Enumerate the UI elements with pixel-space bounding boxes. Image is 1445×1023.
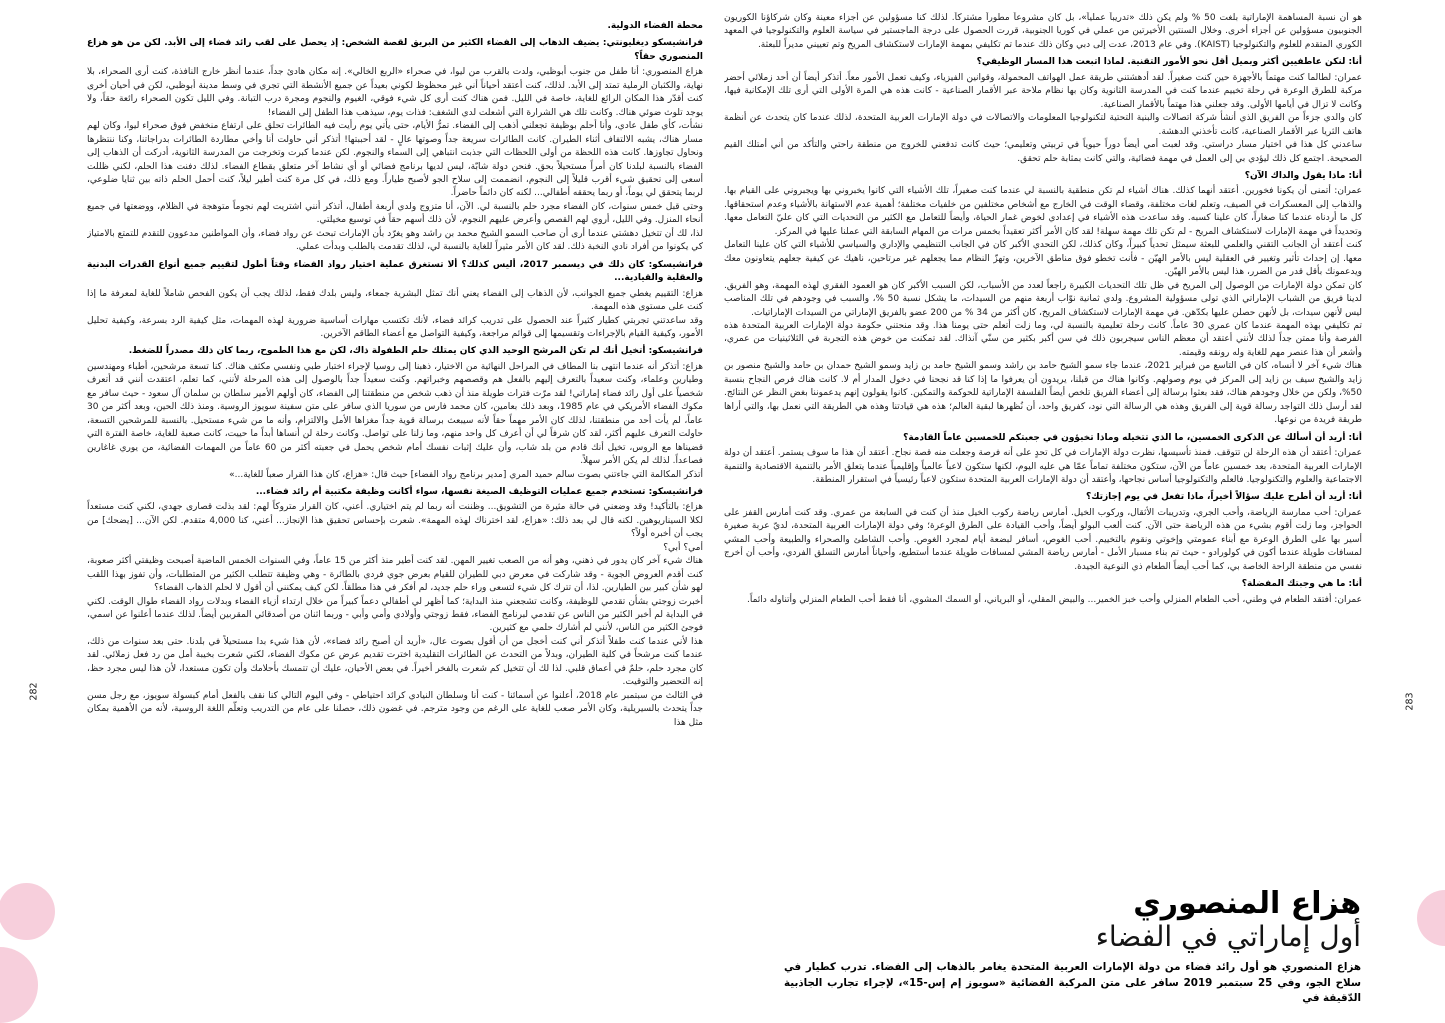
answer-paragraph: عمران: أحب ممارسة الرياضة، وأحب الجري، وتدريبات الأثقال، وركوب الخيل. أمارس رياضة ركوب الخيل منذ أن كنت في السابعة من عمري. وقد كنت أمارس القفز على الحواجز، وما زلت أقوم بشيء من هذه الرياضة حتى الآن. كنت ألعب البولو أيضاً، وأحب القيادة على الطرق الوعرة؛ وفي دولة الإمارات العربية المتحدة، لديّ عربة صغيرة أسير بها على الطرق الوعرة مع أبناء عمومتي وإخوتي ونقوم بالتخييم. أحب الغوص، أسافر لبضعة أيام لمجرد الغوص. وأحب الشاطئ والصحراء والطبيعة وأحب المشي لمسافات طويلة عندما أكون في كولورادو - حيث تم بناء مسبار الأمل - أمارس رياضة المشي لمسافات طويلة عندما أستطيع، وأحياناً أمارس التسلق الفردي، وأحب أن أخرج نفسي من منطقة الراحة الخاصة بي، كما أحب أيضاً الطعام ذي النوعية الجيدة.: [724, 507, 1362, 572]
page-number-right: 283: [1404, 692, 1416, 711]
question-paragraph: أنا: ماذا يقول والداك الآن؟: [1244, 170, 1362, 181]
question-paragraph: فرانشيسكو ديغليونتي: يضيف الذهاب إلى الفضاء الكثير من البريق لقصة الشخص: إذ يحصل على لقب رائد فضاء إلى الأبد. لكن من هو هزاع المنصوري حقاً؟: [87, 38, 703, 62]
answer-paragraph: عمران: أعتقد أن هذه الرحلة لن تتوقف. فمنذ تأسيسها، نظرت دولة الإمارات في كل تحدٍ على أنه فرصة وجعلت منه قصة نجاح. أعتقد أن هذا ما سوف يستمر. أعتقد أن دولة الإمارات العربية المتحدة، بعد خمسين عاماً من الآن، ستكون مختلفة تماماً عمّا هي عليه اليوم، لكنها ستكون لاعباً عالمياً وإقليمياً عندما يتعلق الأمر بالتنمية الاقتصادية والتنمية الاجتماعية والعلوم والتكنولوجيا. فالعلم والتكنولوجيا أساس نجاحها، وأعتقد أن دولة الإمارات العربية المتحدة ستكون لاعباً رئيسياً في استقرار المنطقة.: [724, 448, 1362, 485]
answer-paragraph: هزاع المنصوري: أنا طفل من جنوب أبوظبي، ولدت بالقرب من ليوا، في صحراء «الربع الخالي». إنه مكان هادئ جداً، عندما أنظر خارج النافذة، كنت أرى الصحراء، بلا نهاية، والكثبان الرملية تمتد إلى الأبد. لذلك، كنت أعتقد أحياناً أني غير محظوظ لكوني بعيداً عن جميع الأنشطة التي تجري في وسط مدينة أبوظبي، لكن في أحيان أخرى كنت أقدّر هذا المكان الرائع للغاية، خاصة في الليل. فمن هناك كنت أرى كل شيء فوقي، الغيوم والنجوم ومجرة درب التبانة. وفي الليل تكون الصحراء رائعة حقاً، ولا يوجد تلوث ضوئي هناك. وكانت تلك هي الشرارة التي أشعلت لدي الشغف: فذات يوم، سيذهب هذا الطفل إلى الفضاء!: [87, 67, 703, 118]
question-paragraph: أنا: أريد أن أطرح عليك سؤالاً أخيراً، ماذا تفعل في يوم إجازتك؟: [1085, 492, 1362, 503]
answer-paragraph: في الثالث من سبتمبر عام 2018، أعلنوا عن أسمائنا - كنت أنا وسلطان النيادي كرائد احتياطي - وفي اليوم التالي كنا نقف بالفعل أمام كبسولة سويوز، مع رجل مسن جداً يتحدث بالسيريلية، وكان الأمر صعب للغاية على الرغم من وجود مترجم. في غضون ذلك، حصلنا على عام من التدريب وتعلّم اللغة الروسية، لأنه من الأهمية بمكان مثل هذا: [87, 690, 703, 728]
question-paragraph: فرانشيسكو: كان ذلك في ديسمبر 2017، أليس كذلك؟ ألا تستغرق عملية اختيار رواد الفضاء وقتاً أطول لتقييم جميع أنواع القدرات البدنية والعقلية والقيادية...: [87, 259, 703, 284]
answer-paragraph: هزاع: بالتأكيد! وقد وضعني في حالة مثيرة من التشويق... وظننت أنه ربما لم يتم اختياري. أعني، كان القرار متروكاً لهم: لقد بذلت قصارى جهدي، لكني كنت مستعداً لكلا السيناريوهين. لكنه قال لي بعد ذلك: «هزاع، لقد اخترناك لهذه المهمة». شعرت بإحساس تحقيق هذا الإنجاز... أعني، كنا 4,000 متقدم. لكن الآن... [يضحك] من يجب أن أخبره أولاً؟: [87, 502, 703, 540]
answer-paragraph: هناك شيء آخر لا أنساه، كان في التاسع من فبراير 2021، عندما جاء سمو الشيخ حامد بن راشد وسمو الشيخ حامد بن زايد وسمو الشيخ حمدان بن حامد والشيخ منصور بن زايد والشيخ سيف بن زايد إلى المركز في يوم وصولهم. وكانوا هناك من قبلنا، يريدون أن يعرفوا ما إذا كنا قد نجحنا في دخول المدار أم لا. كانت هناك فرص النجاح بنسبة 50%، ولكن من خلال وجودهم هناك، فقد بعثوا برسالة إلى أعضاء الفريق تلخص أيضاً الفلسفة الإماراتية للحوكمة والتمكين. كانوا يقولون إنهم يدعموننا بغض النظر عن النتائج. لقد أرسل ذلك التواجد رسالة قوية إلى الفريق وهذه هي الرسالة التي نود، كفريق واحد، أن نُظهرها لبقية العالم؛ هذه هي قيادتنا وهذه هي الطريقة التي نعمل بها، والتي أراها طريقة فريدة من نوعها.: [724, 361, 1362, 426]
answer-paragraph: أتذكر المكالمة التي جاءتني بصوت سالم حميد المري [مدير برنامج رواد الفضاء] حيث قال: «هزاع، كان هذا القرار صعباً للغاية...»: [229, 469, 703, 480]
feature-intro-paragraph: هزاع المنصوري هو أول رائد فضاء من دولة الإمارات العربية المتحدة يغامر بالذهاب إلى الفضاء. تدرب كطيار في سلاح الجو، وفي 25 سبتمبر 2019 سافر على متن المركبة الفضائية «سويوز إم إس-15»، لإجراء تجارب الجاذبية الدّقيقة في: [784, 961, 1361, 1004]
answer-paragraph: هو أن نسبة المساهمة الإماراتية بلغت 50 % ولم يكن ذلك «تدريباً عملياً»، بل كان مشروعاً مطوراً مشتركاً. لذلك كنا مسؤولين عن أجزاء معينة وكان شركاؤنا الكوريون الجنوبيون مسؤولين عن أجزاء أخرى. وخلال السنتين الأخيرتين من عملي في كوريا الجنوبية، قررت الحصول على درجة الماجستير في سياسة العلوم والتكنولوجيا في المعهد الكوري المتقدم للعلوم والتكنولوجيا (KAIST). وفي عام 2013، عدت إلى دبي وكان ذلك عندما تم تكليفي بمهمة الإمارات لاستكشاف المريخ وتم تعييني مديراً للبعثة.: [724, 13, 1362, 50]
question-paragraph: فرانشيسكو: أتخيل أنك لم تكن المرشح الوحيد الذي كان يمتلك حلم الطفولة ذاك، لكن مع هذا الطموح، ربما كان ذلك مصدراً للضغط.: [128, 346, 703, 357]
answer-paragraph: وحتى قبل خمس سنوات، كان الفضاء مجرد حلم بالنسبة لي. الآن، أنا متزوج ولدي أربعة أطفال، أتذكر أنني اشتريت لهم نجوماً متوهجة في الظلام، ووضعتها في جميع أنحاء المنزل. وفي الليل، أروي لهم القصص وأعرض عليهم النجوم، لأن ذلك أسهم حقاً في توسيع مخيلتي.: [87, 201, 703, 226]
answer-paragraph: نشأت، كأي طفل عادي، وأنا أحلم بوظيفة تجعلني أذهب إلى الفضاء. تمرُّ الأيام، حتى يأتي يوم رأيت فيه الطائرات تحلق على ارتفاع منخفض فوق صحراء ليوا، وكان لهم مسار هناك، يشبه الالتفاف أثناء الطيران. كانت الطائرات سريعة جداً وصوتها عالٍ - لقد أحببتها! أتذكر أني حاولت أنا وأخي مطاردة الطائرات بدراجاتنا، وكنا ننتظرها ونحاول تجاوزها. كانت هذه اللحظة من أولى اللحظات التي جذبت انتباهي إلى السماء والنجوم. لكن عندما كبرت وتخرجت من المدرسة الثانوية، أدركت أن الذهاب إلى الفضاء بالنسبة لبلدنا كان أمراً مستحيلاً بحق. فنحن دولة شابّة، ليس لديها برنامج فضائي أو أي نشاط آخر متعلق بقطاع الفضاء. لذلك دفنت هذا الحلم، لكني ظللت أسعى إلى تحقيق شيء أقرب قليلاً إلى النجوم، انضممت إلى سلاح الجو لأصبح طياراً. ومع ذلك، في كل مرة كنت أطير ليلاً، كنت أحمل الحلم ذاته بين ثنايا ضلوعي، لربما يتحقق لي يوماً، أو ربما يحققه أطفالي... لكنه كان دائماً حاضراً.: [87, 121, 703, 199]
answer-paragraph: هزاع: التقييم يغطي جميع الجوانب، لأن الذهاب إلى الفضاء يعني أنك تمثل البشرية جمعاء، وليس بلدك فقط، لذلك يجب أن يكون الفحص شاملاً للغاية لمعرفة ما إذا كنت على مستوى هذه المهمة.: [87, 288, 703, 313]
answer-paragraph: هذا لأني عندما كنت طفلاً أتذكر أني كنت أخجل من أن أقول بصوت عال، «أريد أن أصبح رائد فضاء»، لأن هذا شيء بدا مستحيلاً في بلدنا. حتى بعد سنوات من ذلك، عندما كنت مرشحاً في كلية الطيران، وبدلاً من التحدث عن الطائرات التقليدية اخترت تقديم عرض عن مكوك الفضاء، لكني شعرت بخيبة أمل من رد فعل زملائي. لقد كان مجرد حلم، حلمٌ في أعماق قلبي. لذا لك أن تتخيل كم شعرت بالفخر أخيراً. في بعض الأحيان، عليك أن تتمسك بأحلامك وأن تكون مستعدا، لأن هذا ليس مجرد حظ، إنه التحضير والتوقيت.: [87, 636, 703, 688]
answer-paragraph: عمران: أتمنى أن يكونا فخورين. أعتقد أنهما كذلك. هناك أشياء لم تكن منطقية بالنسبة لي عندما كنت صغيراً، تلك الأشياء التي كانوا يخبروني بها ويجبروني على القيام بها. والذهاب إلى المعسكرات في الصيف، وتعلم لغات مختلفة، وقضاء الوقت في الخارج مع أشخاص مختلفين من خلفيات مختلفة؛ أهمية عدم الاستهانة بالأشياء وعدم استحقاقها. كل ما أردناه عندما كنا صغاراً، كان علينا كسبه. وقد ساعدت هذه الأشياء في إعدادي لخوض غمار الحياة، وأيضاً للتعامل مع الكثير من التحديات التي كان عليّ التعامل معها. وتحديداً في مهمة الإمارات لاستكشاف المريخ - لم تكن تلك مهمة سهلة! لقد كان الأمر أكثر تعقيداً بخمس مرات من المهام السابقة التي عملنا عليها في المركز.: [724, 186, 1362, 237]
question-paragraph: محطة الفضاء الدولية.: [607, 21, 703, 31]
question-paragraph: أنا: ما هي وجبتك المفضلة؟: [1241, 579, 1362, 590]
answer-paragraph: كنت أعتقد أن الجانب التقني والعلمي للبعثة سيمثل تحدياً كبيراً، وكان كذلك، لكن التحدي الأكبر كان في الجانب التنظيمي والإداري والسياسي للأشياء التي كان علينا التعامل معها. إن إحداث تأثير وتغيير في العقلية ليس بالأمر الهيّن - فأنت تخطو فوق مناطق الآخرين، وتهزّ النظام مما يجعلهم غير مرتاحين، ناهيك عن كيفية جعلهم يتعاونون معك ويدعمونك بأقل قدر من الضرر، هذا ليس بالأمر الهيّن.: [724, 240, 1362, 278]
question-paragraph: فرانشيسكو: تستخدم جميع عمليات التوظيف الصيغة نفسها، سواء أكانت وظيفة مكتبية أم رائد فضاء...: [255, 486, 703, 497]
page-left-text-column: [87, 20, 703, 1010]
answer-paragraph: تم تكليفي بهذه المهمة عندما كان عمري 30 عاماً. كانت رحلة تعليمية بالنسبة لي، وما زلت أتعلم حتى يومنا هذا. وقد منحتني حكومة دولة الإمارات العربية المتحدة هذه الفرصة وأنا ممتن جداً لذلك لأنني أعتقد أن معظم الناس سيجربون ذلك في سن أكبر بكثير من سنّي آنذاك. لقد تمكنت من خوض هذه التجربة في الثلاثينيات من عمري، وأشعر أن هذا عنصر مهم للغاية وله رونقه وقيمته.: [724, 320, 1362, 358]
question-paragraph: أنا: لنكن عاطفيين أكثر وبميل أقل نحو الأمور التقنية. لماذا اتبعت هذا المسار الوظيفي؟: [976, 57, 1362, 68]
answer-paragraph: كان والدي جزءاً من الفريق الذي أنشأ شركة اتصالات والبنية التحتية لتكنولوجيا المعلومات والاتصالات في دولة الإمارات العربية المتحدة، لذلك عندما كان يتحدث عن أنظمة هاتف الثريا عبر الأقمار الصناعية، كانت تأخذني الدهشة.: [724, 113, 1362, 137]
feature-title: هزاع المنصوري: [1133, 886, 1361, 921]
answer-paragraph: أمي؟ أبي؟: [663, 542, 703, 553]
feature-subtitle: أول إماراتي في الفضاء: [1095, 920, 1361, 953]
answer-paragraph: هناك شيء آخر كان يدور في ذهني، وهو أنه من الصعب تغيير المهن. لقد كنت أطير منذ أكثر من 15 عاماً، وفي السنوات الخمس الماضية أصبحت وظيفتي أكثر صعوبة، كنت أقدم العروض الجوية - وقد شاركت في معرض دبي للطيران للقيام بعرض جوي فردي بالطائرة - وهي وظيفة تتطلب الكثير من المتطلبات، وأن تفوز بهذا اللقب لهو شأن كبير بين الطيارين. لذا، أن تترك كل شيء لتسعى وراء حلم جديد، لم أفكر في هذا مطلقاً. لكن كيف يمكنني أن أقول لا لحلم الذهاب الفضاء؟: [87, 556, 703, 594]
answer-paragraph: هزاع: أتذكر أنه عندما انتهى بنا المطاف في المراحل النهائية من الاختيار، ذهبنا إلى روسيا لإجراء اختبار طبي ونفسي مكثف هناك. كنا تسعة مرشحين، أطباء ومهندسين وطيارين وعلماء، وكنت سعيداً بالتعرف إليهم بالفعل هم وقصصهم وخبراتهم. وكنت سعيداً جداً بالوصول إلى هذه المرحلة لأنني، كما تعلم، اعتقدت أنني قد أتعرف شخصياً على أول رائد فضاء إماراتي! لقد مرّت فترات طويلة منذ أن ذهب شخص من منطقتنا إلى الفضاء، كان أولهم الأمير سلطان بن سلمان آل سعود - حيث سافر مع مكوك الفضاء الأمريكي في عام 1985، وبعد ذلك بعامين، كان محمد فارس من سوريا الذي سافر على متن سفينة سويوز الروسية. ومنذ ذلك الحين، وبعد أكثر من 30 عاماً، لم يأت أحد من منطقتنا، لذلك كان الأمر مهماً حقاً لأنه سيبعث برسالة قوية جداً مغزاها الأمل والالتزام، وأنه ما من شيء مستحيل. بالنسبة للمرشحين التسعة، حاولت التعرف عليهم أكثر، لقد كان شرفاً لي أن أعرف كل واحد منهم، وما زلنا على تواصل. وكانت رحلة لن أنساها أبداً ما حييت، كانت صعبة للغاية، خاصة الفترة التي قضيناها مع الروس، تخيل أنك قادم من بلد شاب، وأن عليك إثبات نفسك أمام شخص يحمل في جعبته أكثر من 60 عاماً من المهمات الفضائية، من يوري غاغارين فصاعداً. لذلك لم يكن الأمر سهلاً.: [87, 361, 703, 467]
decorative-pink-circle-left-upper: [0, 883, 55, 940]
answer-paragraph: أخبرت زوجتي بشأن تقدمي للوظيفة، وكانت تشجعني منذ البداية؛ كما أظهر لي أطفالي دعماً كبيراً من خلال ارتداء أزياء الفضاء وبدلات رواد الفضاء طوال الوقت. لكني في البداية لم أخبر الكثير من الناس عن تقدمي لبرنامج الفضاء، فقط زوجتي وأولادي وأمي وأبي - وربما اثنان من أصدقائي المقربين أيضاً. لذلك عندما أعلنوا عن اسمي، فوجئ الكثير من الناس، لأنني لم أشارك حلمي مع كثيرين.: [87, 596, 703, 634]
answer-paragraph: عمران: لطالما كنت مهتماً بالأجهزة حين كنت صغيراً. لقد أدهشتني طريقة عمل الهواتف المحمولة، وقوانين الفيزياء، وكيف تعمل الأمور معاً. أتذكر أيضاً أن أحد زملائي أحضر مركبة للطرق الوعرة في رحلة تخييم عندما كنت في المدرسة الثانوية وكان بها نظام ملاحة عبر الأقمار الصناعية - كانت هذه هي المرة الأولى التي أرى تلك الإمكانية فيها، وكانت لا تزال في أيامها الأولى. وقد جعلني هذا مهتماً بالأقمار الصناعية.: [724, 72, 1362, 110]
page-number-left: 282: [28, 682, 40, 701]
decorative-pink-circle-left-lower: [0, 947, 38, 1023]
answer-paragraph: ساعدني كل هذا في اختيار مسار دراستي. وقد لعبت أمي أيضاً دوراً حيوياً في تربيتي وتعليمي؛ حيث كانت تدفعني للخروج من منطقة راحتي والتأكد من أني أمتلك القيم الصحيحة. اجتمع كل ذلك ليؤدي بي إلى العمل في مهمة فضائية، والتي كانت بمثابة حلم تحقق.: [724, 140, 1362, 164]
answer-paragraph: لذا، لك أن تتخيل دهشتي عندما أرى أن صاحب السمو الشيخ محمد بن راشد وهو يغرّد بأن الإمارات تبحث عن رواد فضاء، وأن المواطنين مدعوون للتقدم للتمتع بالامتياز كي يكونوا من أفراد نادي النخبة ذلك. لقد كان الأمر مثيراً للغاية بالنسبة لي، لذلك تقدمت بالطلب وبدأت عملي.: [87, 228, 703, 253]
answer-paragraph: عمران: أفتقد الطعام في وطني، أحب الطعام المنزلي وأحب خبز الخمير... والبيض المقلي، أو البرياني، أو السمك المشوي، أنا فقط أحب الطعام المنزلي وأتناوله دائماً.: [746, 594, 1362, 605]
decorative-pink-circle-right: [1417, 890, 1445, 946]
question-paragraph: أنا: أريد أن أسألك عن الذكرى الخمسين، ما الذي تتخيله وماذا تخبؤون في جعبتكم للخمسين عاماً القادمة؟: [903, 432, 1362, 443]
answer-paragraph: وقد ساعدتني تجربتي كطيار كثيراً عند الحصول على تدريب كرائد فضاء، لأنك تكتسب مهارات أساسية ضرورية لهذه المهمات، مثل كيفية الرد بسرعة، وكيفية تحليل الأمور، وكيفية القيام بالإجراءات وتقسيمها إلى قوائم مراجعة، وكيفية التواصل مع أعضاء الطاقم الآخرين.: [87, 315, 703, 339]
page-right-text-column: [724, 12, 1362, 884]
answer-paragraph: كان تمكن دولة الإمارات من الوصول إلى المريخ في ظل تلك التحديات الكبيرة راجعاً لعدد من الأسباب، لكن السبب الأكبر كان هو العمود الفقري لهذه المهمة، وهو الفريق. لدينا فريق من الشباب الإماراتي الذي تولى مسؤولية المشروع. ولدي ثمانية نوّاب أربعة منهم من السيدات، ما يشكل نسبة 50 %، والسبب في وجودهم في تلك المناصب ليس لأنهن سيدات، بل لأنهن حصلن عليها بكدّهن. في مهمة الإمارات لاستكشاف المريخ، كان أكثر من 34 % من 200 عضو بالفريق الإماراتي من السيدات الإماراتيات.: [724, 280, 1362, 318]
